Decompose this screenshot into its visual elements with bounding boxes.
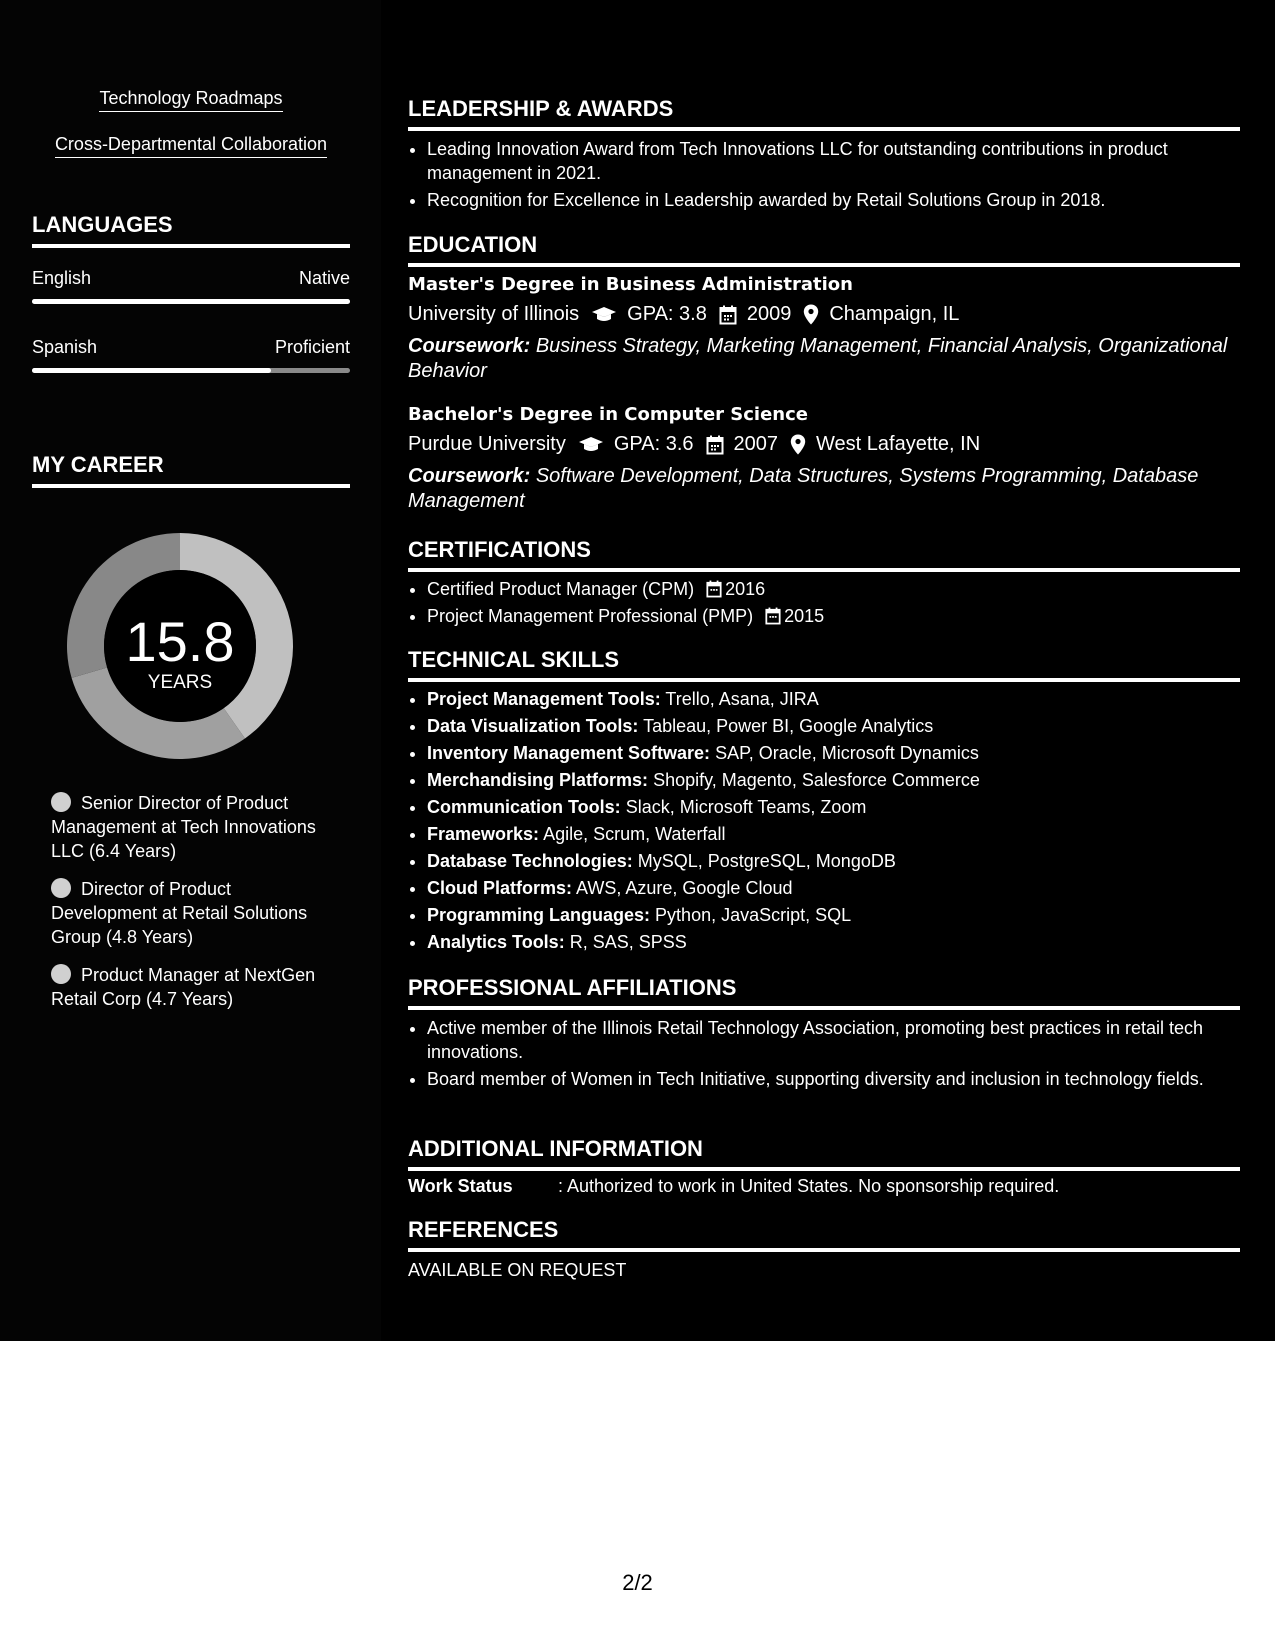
calendar-icon: [706, 580, 722, 598]
list-item: [427, 875, 1240, 902]
cert-year: 2016: [725, 579, 766, 599]
list-item: • Active member of the Illinois Retail Technology Association, promoting best practices in retail tech innovations.: [427, 1016, 1240, 1064]
languages-heading: LANGUAGES: [32, 212, 350, 248]
career-item: [51, 963, 341, 1011]
skill-tag: [32, 88, 350, 109]
career-item-text: Product Manager at NextGen Retail Corp (4.7 Years): [51, 965, 316, 1009]
graduation-year: 2007: [733, 433, 779, 455]
degree-title: Bachelor's Degree in Computer Science: [408, 404, 808, 425]
list-item: [427, 794, 1240, 821]
career-item: [51, 877, 341, 949]
skill-label: Database Technologies:: [427, 851, 633, 871]
leadership-list: [408, 137, 1240, 215]
career-item: [51, 791, 341, 863]
list-item: [427, 713, 1240, 740]
work-status-value: : Authorized to work in United States. No sponsorship required.: [558, 1176, 1060, 1196]
skill-label: Communication Tools:: [427, 797, 621, 817]
language-bar: [32, 299, 350, 304]
skill-value: Agile, Scrum, Waterfall: [543, 824, 726, 844]
certifications-heading: CERTIFICATIONS: [408, 537, 1240, 572]
list-item: • Recognition for Excellence in Leadership awarded by Retail Solutions Group in 2018.: [427, 188, 1240, 212]
affiliations-heading: PROFESSIONAL AFFILIATIONS: [408, 975, 1240, 1010]
skill-tag-label: Cross-Departmental Collaboration: [55, 134, 327, 158]
skill-value: AWS, Azure, Google Cloud: [576, 878, 793, 898]
calendar-icon: [706, 435, 724, 455]
references-heading: REFERENCES: [408, 1217, 1240, 1252]
graduation-cap-icon: [591, 306, 617, 324]
affiliations-list: [408, 1016, 1240, 1094]
language-bar-fill: [32, 299, 350, 304]
gpa-value: GPA: 3.6: [613, 433, 694, 455]
calendar-icon: [719, 305, 737, 325]
language-bar-fill: [32, 368, 271, 373]
calendar-icon: [765, 607, 781, 625]
location-pin-icon: [790, 434, 806, 455]
list-item: [427, 929, 1240, 956]
degree-meta: [408, 303, 1240, 326]
graduation-cap-icon: [578, 436, 604, 454]
list-item: [427, 767, 1240, 794]
language-row: [32, 268, 350, 289]
coursework-text: Business Strategy, Marketing Management, Financial Analysis, Organizational Behavior: [408, 335, 1228, 382]
additional-info-heading: ADDITIONAL INFORMATION: [408, 1136, 1240, 1171]
skill-value: Python, JavaScript, SQL: [655, 905, 852, 925]
coursework-label: Coursework:: [408, 465, 531, 487]
language-bar: [32, 368, 350, 373]
career-item-text: Director of Product Development at Retail Solutions Group (4.8 Years): [51, 879, 308, 947]
list-item: [427, 902, 1240, 929]
skill-label: Frameworks:: [427, 824, 540, 844]
sidebar: [0, 0, 381, 1341]
career-donut-chart: [60, 526, 300, 766]
language-level: Native: [298, 268, 350, 288]
bullet-dot-icon: [51, 878, 71, 898]
bullet-dot-icon: [51, 792, 71, 812]
skill-label: Analytics Tools:: [427, 932, 565, 952]
education-heading: EDUCATION: [408, 232, 1240, 267]
language-level: Proficient: [274, 337, 350, 357]
list-item: [427, 686, 1240, 713]
coursework: [408, 464, 1240, 514]
coursework: [408, 334, 1240, 384]
coursework-text: Software Development, Data Structures, Systems Programming, Database Management: [408, 465, 1199, 512]
skill-label: Programming Languages:: [427, 905, 651, 925]
degree-meta: [408, 433, 1240, 456]
language-row: [32, 337, 350, 358]
skill-tag: [32, 134, 350, 155]
graduation-year: 2009: [746, 303, 792, 325]
skill-value: R, SAS, SPSS: [569, 932, 687, 952]
degree-title: Master's Degree in Business Administration: [408, 274, 853, 295]
language-name: English: [32, 268, 92, 288]
list-item: • Leading Innovation Award from Tech Innovations LLC for outstanding contributions in product management in 2021.: [427, 137, 1240, 185]
list-item: [427, 848, 1240, 875]
references-text: AVAILABLE ON REQUEST: [408, 1260, 627, 1280]
list-item: [427, 604, 1240, 628]
career-item-text: Senior Director of Product Management at Tech Innovations LLC (6.4 Years): [51, 793, 316, 861]
page-number: 2/2: [622, 1570, 653, 1595]
school-name: Purdue University: [408, 433, 566, 455]
school-name: University of Illinois: [408, 303, 580, 325]
career-unit: YEARS: [147, 672, 213, 693]
list-item: • Board member of Women in Tech Initiative, supporting diversity and inclusion in technology fields.: [427, 1067, 1240, 1091]
cert-year: 2015: [784, 606, 825, 626]
skill-value: Tableau, Power BI, Google Analytics: [643, 716, 934, 736]
technical-skills-heading: TECHNICAL SKILLS: [408, 647, 1240, 682]
coursework-label: Coursework:: [408, 335, 531, 357]
leadership-heading: LEADERSHIP & AWARDS: [408, 96, 1240, 131]
career-heading: MY CAREER: [32, 452, 350, 488]
list-item: [427, 577, 1240, 601]
certifications-list: [408, 577, 1240, 631]
skill-tag-label: Technology Roadmaps: [99, 88, 282, 112]
work-status-label: Work Status: [408, 1176, 513, 1196]
skill-label: Data Visualization Tools:: [427, 716, 639, 736]
skill-label: Merchandising Platforms:: [427, 770, 649, 790]
language-name: Spanish: [32, 337, 98, 357]
technical-skills-list: [408, 686, 1240, 956]
school-location: West Lafayette, IN: [816, 433, 981, 455]
skill-label: Project Management Tools:: [427, 689, 661, 709]
skill-value: MySQL, PostgreSQL, MongoDB: [637, 851, 896, 871]
skill-value: SAP, Oracle, Microsoft Dynamics: [715, 743, 979, 763]
skill-value: Trello, Asana, JIRA: [665, 689, 819, 709]
skill-value: Slack, Microsoft Teams, Zoom: [625, 797, 867, 817]
gpa-value: GPA: 3.8: [627, 303, 707, 325]
skill-label: Cloud Platforms:: [427, 878, 573, 898]
list-item: [427, 821, 1240, 848]
career-total: 15.8: [125, 610, 235, 673]
school-location: Champaign, IL: [829, 303, 960, 325]
bullet-dot-icon: [51, 964, 71, 984]
cert-name: Project Management Professional (PMP): [427, 606, 754, 626]
work-status-row: [408, 1176, 1240, 1197]
skill-value: Shopify, Magento, Salesforce Commerce: [653, 770, 980, 790]
location-pin-icon: [803, 304, 819, 325]
list-item: [427, 740, 1240, 767]
cert-name: Certified Product Manager (CPM): [427, 579, 695, 599]
skill-label: Inventory Management Software:: [427, 743, 711, 763]
